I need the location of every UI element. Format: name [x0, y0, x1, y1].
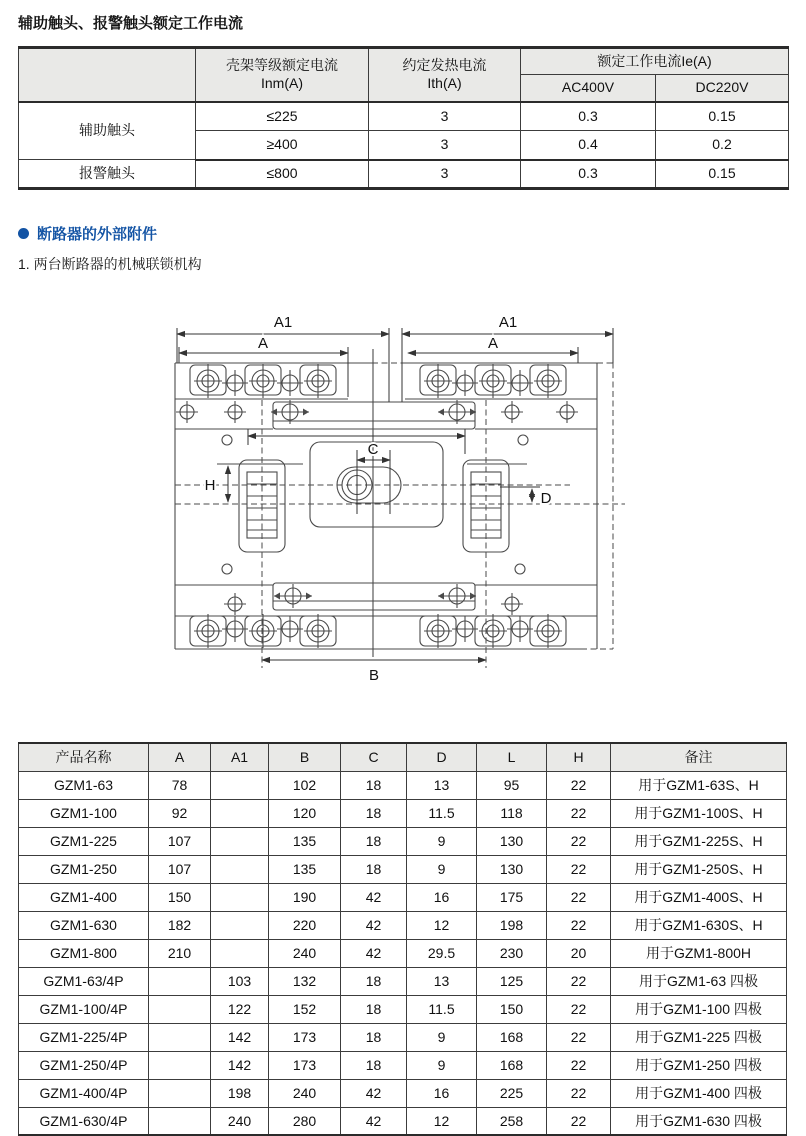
table-row: [19, 1051, 787, 1079]
dim-label-d: D: [540, 490, 552, 507]
dimensions-table-head-row: [19, 743, 787, 771]
cell: 240: [211, 1107, 269, 1135]
page-title: 辅助触头、报警触头额定工作电流: [18, 15, 244, 32]
cell: [211, 771, 269, 799]
cell: 3: [369, 102, 521, 131]
cell: 29.5: [407, 939, 477, 967]
cell: 173: [269, 1023, 341, 1051]
cell: ≤800: [196, 160, 369, 189]
row-label-auxiliary-contact: 辅助触头: [19, 102, 196, 160]
cell: GZM1-225: [19, 827, 149, 855]
product-dimensions-table: [18, 742, 787, 1136]
bullet-icon: [18, 228, 29, 239]
cell: 20: [547, 939, 611, 967]
cell: 0.15: [656, 102, 789, 131]
cell: [149, 995, 211, 1023]
cell: 用于GZM1-250 四极: [611, 1051, 787, 1079]
cell: 135: [269, 827, 341, 855]
cell: 18: [341, 855, 407, 883]
cell: 42: [341, 1079, 407, 1107]
cell: GZM1-63/4P: [19, 967, 149, 995]
cell: 118: [477, 799, 547, 827]
cell: 130: [477, 827, 547, 855]
cell: 22: [547, 827, 611, 855]
cell: 142: [211, 1023, 269, 1051]
cell: 9: [407, 1023, 477, 1051]
dim-label-h: H: [204, 477, 216, 494]
column-header: L: [477, 743, 547, 771]
cell: GZM1-100/4P: [19, 995, 149, 1023]
table-row: [19, 102, 789, 131]
table-row: [19, 1107, 787, 1135]
header-text: Inm(A): [261, 74, 303, 91]
cell: 18: [341, 995, 407, 1023]
cell: 18: [341, 799, 407, 827]
cell: 22: [547, 1023, 611, 1051]
cell: 用于GZM1-400 四极: [611, 1079, 787, 1107]
cell: 9: [407, 827, 477, 855]
cell: 用于GZM1-100S、H: [611, 799, 787, 827]
cell: 122: [211, 995, 269, 1023]
cell: 135: [269, 855, 341, 883]
cell: 190: [269, 883, 341, 911]
cell: [149, 1107, 211, 1135]
column-header-dc220v: DC220V: [656, 75, 789, 102]
cell: [211, 883, 269, 911]
cell: 22: [547, 1051, 611, 1079]
cell: 150: [477, 995, 547, 1023]
column-header: A: [149, 743, 211, 771]
cell: 168: [477, 1051, 547, 1079]
cell: 280: [269, 1107, 341, 1135]
cell: 0.4: [521, 131, 656, 160]
cell: 120: [269, 799, 341, 827]
cell: 22: [547, 799, 611, 827]
dim-label-c: C: [367, 441, 379, 458]
column-header: D: [407, 743, 477, 771]
cell: [149, 967, 211, 995]
cell: 152: [269, 995, 341, 1023]
cell: 103: [211, 967, 269, 995]
table-row: [19, 855, 787, 883]
table-row: [19, 883, 787, 911]
cell: 42: [341, 939, 407, 967]
cell: 0.3: [521, 102, 656, 131]
cell: 42: [341, 1107, 407, 1135]
cell: 22: [547, 855, 611, 883]
cell: 42: [341, 911, 407, 939]
table-row: [19, 1023, 787, 1051]
cell: GZM1-800: [19, 939, 149, 967]
cell: [149, 1079, 211, 1107]
row-label-alarm-contact: 报警触头: [19, 160, 196, 189]
cell: 用于GZM1-63 四极: [611, 967, 787, 995]
cell: 用于GZM1-800H: [611, 939, 787, 967]
cell: 11.5: [407, 995, 477, 1023]
dim-label-a-left: A: [257, 335, 269, 352]
cell: 95: [477, 771, 547, 799]
cell: 用于GZM1-225S、H: [611, 827, 787, 855]
cell: GZM1-100: [19, 799, 149, 827]
cell: 用于GZM1-250S、H: [611, 855, 787, 883]
column-header-thermal-current: [369, 48, 521, 102]
cell: 92: [149, 799, 211, 827]
cell: 13: [407, 967, 477, 995]
cell: 16: [407, 1079, 477, 1107]
cell: 9: [407, 855, 477, 883]
cell: 198: [477, 911, 547, 939]
cell: 240: [269, 1079, 341, 1107]
cell: GZM1-250/4P: [19, 1051, 149, 1079]
table-row: [19, 799, 787, 827]
column-header-ac400v: AC400V: [521, 75, 656, 102]
cell: 18: [341, 827, 407, 855]
dim-label-b: B: [368, 667, 380, 684]
cell: 22: [547, 995, 611, 1023]
column-header: 产品名称: [19, 743, 149, 771]
table-row: [19, 967, 787, 995]
dim-label-a-right: A: [487, 335, 499, 352]
table-row: [19, 160, 789, 189]
table-row: [19, 1079, 787, 1107]
cell: 225: [477, 1079, 547, 1107]
cell: 22: [547, 883, 611, 911]
cell: 22: [547, 1107, 611, 1135]
header-text: 壳架等级额定电流: [226, 57, 338, 74]
cell: 13: [407, 771, 477, 799]
section-heading: [18, 223, 788, 244]
dim-label-a1-right: A1: [498, 314, 518, 331]
cell: GZM1-400: [19, 883, 149, 911]
column-header: A1: [211, 743, 269, 771]
column-header-rated-working-current: 额定工作电流Ie(A): [521, 48, 789, 75]
drawing-container: [160, 302, 788, 699]
cell: GZM1-630: [19, 911, 149, 939]
cell: 12: [407, 1107, 477, 1135]
cell: 150: [149, 883, 211, 911]
column-header: 备注: [611, 743, 787, 771]
cell: 22: [547, 967, 611, 995]
table-row: [19, 771, 787, 799]
cell: 22: [547, 1079, 611, 1107]
cell: 173: [269, 1051, 341, 1079]
cell: 220: [269, 911, 341, 939]
cell: [211, 855, 269, 883]
cell: ≥400: [196, 131, 369, 160]
cell: 18: [341, 1051, 407, 1079]
cell: 42: [341, 883, 407, 911]
cell: ≤225: [196, 102, 369, 131]
cell: 102: [269, 771, 341, 799]
cell: 用于GZM1-630S、H: [611, 911, 787, 939]
cell: 130: [477, 855, 547, 883]
column-header: C: [341, 743, 407, 771]
table-row: [19, 911, 787, 939]
cell: 16: [407, 883, 477, 911]
cell: 107: [149, 827, 211, 855]
cell: GZM1-630/4P: [19, 1107, 149, 1135]
table-row: [19, 939, 787, 967]
cell: 3: [369, 131, 521, 160]
cell: [211, 827, 269, 855]
cell: [211, 911, 269, 939]
header-text: Ith(A): [427, 74, 462, 91]
header-text: 约定发热电流: [402, 57, 487, 74]
cell: [149, 1051, 211, 1079]
cell: 142: [211, 1051, 269, 1079]
cell: 9: [407, 1051, 477, 1079]
column-header: H: [547, 743, 611, 771]
blank-header-cell: [19, 48, 196, 102]
cell: 132: [269, 967, 341, 995]
cell: 107: [149, 855, 211, 883]
cell: 0.15: [656, 160, 789, 189]
cell: 11.5: [407, 799, 477, 827]
cell: 0.3: [521, 160, 656, 189]
dim-label-a1-left: A1: [273, 314, 293, 331]
cell: 用于GZM1-225 四极: [611, 1023, 787, 1051]
cell: 18: [341, 771, 407, 799]
table-row: [19, 995, 787, 1023]
cell: 182: [149, 911, 211, 939]
cell: 22: [547, 771, 611, 799]
cell: 用于GZM1-400S、H: [611, 883, 787, 911]
cell: GZM1-400/4P: [19, 1079, 149, 1107]
cell: 18: [341, 967, 407, 995]
section-heading-text: 断路器的外部附件: [37, 226, 158, 243]
cell: 125: [477, 967, 547, 995]
cell: 12: [407, 911, 477, 939]
table-row: [19, 827, 787, 855]
cell: 用于GZM1-630 四极: [611, 1107, 787, 1135]
contacts-rated-current-table: [18, 46, 789, 190]
cell: 用于GZM1-100 四极: [611, 995, 787, 1023]
cell: 0.2: [656, 131, 789, 160]
cell: 3: [369, 160, 521, 189]
cell: 210: [149, 939, 211, 967]
cell: 168: [477, 1023, 547, 1051]
cell: 258: [477, 1107, 547, 1135]
cell: 240: [269, 939, 341, 967]
section-subheading: 1. 两台断路器的机械联锁机构: [18, 256, 202, 272]
cell: GZM1-63: [19, 771, 149, 799]
cell: 198: [211, 1079, 269, 1107]
cell: [149, 1023, 211, 1051]
cell: 18: [341, 1023, 407, 1051]
column-header: B: [269, 743, 341, 771]
column-header-frame-current: [196, 48, 369, 102]
cell: 22: [547, 911, 611, 939]
cell: 230: [477, 939, 547, 967]
cell: GZM1-250: [19, 855, 149, 883]
dimensions-table-body: [19, 771, 787, 1135]
mechanical-interlock-drawing: [160, 302, 628, 694]
cell: [211, 799, 269, 827]
cell: [211, 939, 269, 967]
cell: GZM1-225/4P: [19, 1023, 149, 1051]
cell: 78: [149, 771, 211, 799]
cell: 用于GZM1-63S、H: [611, 771, 787, 799]
cell: 175: [477, 883, 547, 911]
